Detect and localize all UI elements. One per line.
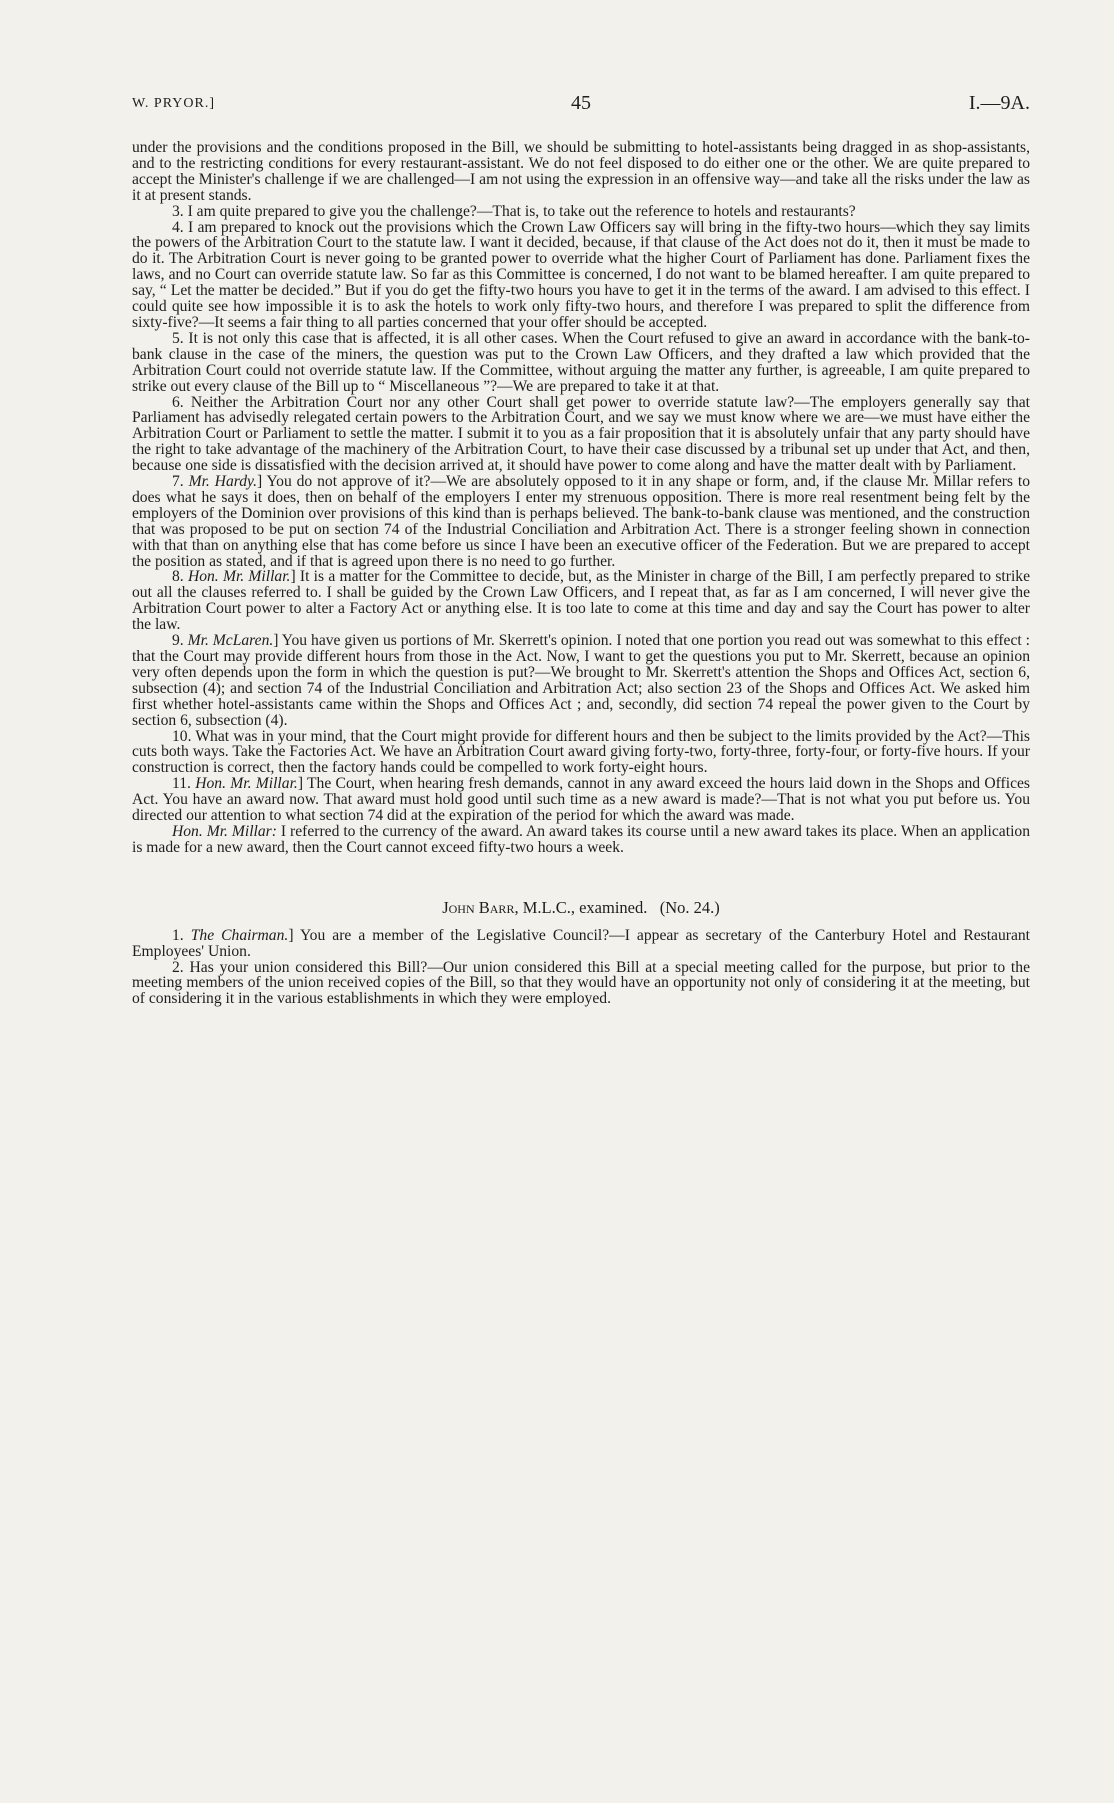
witness-number: (No. 24.): [659, 897, 720, 917]
paragraph: 2. Has your union considered this Bill?—Our union considered this Bill at a special meeting called for the purpose, but prior to the meeting members of the union received copies of the Bill, so that they would have an opportunity not only of considering it at the meeting, but of considering it in the various establishments in which they were employed.: [132, 958, 1030, 1008]
paragraph: Hon. Mr. Millar: I referred to the currency of the award. An award takes its course until a new award takes its place. When an application is made for a new award, then the Court cannot exceed fifty-two hours a week.: [132, 822, 1030, 856]
paragraph: 6. Neither the Arbitration Court nor any other Court shall get power to override statute law?—The employers generally say that Parliament has advisedly relegated certain powers to the Arbitration Court, and we say we must know where we are—we must have either the Arbitration Court or Parliament to settle the matter. I submit it to you as a fair proposition that it is absolutely unfair that any party should have the right to take advantage of the machinery of the Arbitration Court, to have their case discussed by a tribunal set up under that Act, and then, because one side is dissatisfied with the decision arrived at, it should have power to come along and have the matter dealt with by Parliament.: [132, 393, 1030, 475]
speaker-name: Hon. Mr. Millar:: [172, 822, 277, 840]
paragraph: 3. I am quite prepared to give you the challenge?—That is, to take out the reference to hotels and restaurants?: [172, 202, 856, 220]
speaker-name: Mr. Hardy.: [188, 473, 257, 491]
speaker-name: The Chairman.: [190, 926, 289, 944]
paragraph: 11. Hon. Mr. Millar.] The Court, when hearing fresh demands, cannot in any award exceed the hours laid down in the Shops and Offices Act. You have an award now. That award must hold good until such time as a new award is made?—That is not what you put before us. You directed our attention to what section 74 did at the expiration of the period for which the award was made.: [132, 775, 1030, 825]
paragraph: under the provisions and the conditions proposed in the Bill, we should be submitting to hotel-assistants being dragged in as shop-assistants, and to the restricting conditions for every restaurant-assistant. We do not feel disposed to do either one or the other. We are quite prepared to accept the Minister's challenge if we are challenged—I am not using the expression in an offensive way—and take all the risks under the law as it at present stands.: [132, 139, 1030, 204]
speaker-name: Hon. Mr. Millar.: [187, 568, 291, 586]
paragraph: 8. Hon. Mr. Millar.] It is a matter for the Committee to decide, but, as the Minister in charge of the Bill, I am perfectly prepared to strike out all the clauses referred to. I shall be guided by the Crown Law Officers, and I repeat that, as far as I am concerned, I will never give the Arbitration Court power to alter a Factory Act or anything else. It is too late to come at this time and day and say the Court has power to alter the law.: [132, 568, 1030, 634]
page-number: 45: [571, 92, 591, 114]
document-reference: I.—9A.: [968, 92, 1030, 114]
paragraph: 9. Mr. McLaren.] You have given us portions of Mr. Skerrett's opinion. I noted that one portion you read out was somewhat to this effect : that the Court may provide different hours from those in the Act. Now, I want to get the questions you put to Mr. Skerrett, because an opinion very often depends upon the form in which the question is put?—We brought to Mr. Skerrett's attention the Shops and Offices Act, section 6, subsection (4); and section 74 of the Industrial Conciliation and Arbitration Act; also section 23 of the Shops and Offices Act. We asked him first whether hotel-assistants came within the Shops and Offices Act ; and, secondly, did section 74 repeal the power given to the Court by section 6, subsection (4).: [132, 632, 1030, 729]
speaker-name: Mr. McLaren.: [187, 632, 274, 650]
page-header: [132, 92, 1030, 118]
paragraph: 10. What was in your mind, that the Court might provide for different hours and then be subject to the limits provided by the Act?—This cuts both ways. Take the Factories Act. We have an Arbitration Court award giving forty-two, forty-three, forty-four, or forty-five hours. If your construction is correct, then the factory hands could be compelled to work forty-eight hours.: [132, 727, 1030, 777]
paragraph: 4. I am prepared to knock out the provisions which the Crown Law Officers say will bring in the fifty-two hours—which they say limits the powers of the Arbitration Court to the statute law. I want it decided, because, if that clause of the Act does not do it, then it must be made to do it. The Arbitration Court is never going to be granted power to override what the higher Court of Parliament has done. Parliament fixes the laws, and no Court can override statute law. So far as this Committee is concerned, I do not want to be blamed hereafter. I am quite prepared to say, “ Let the matter be decided.” But if you do get the fifty-two hours you have to get it in the terms of the award. I am advised to this effect. I could quite see how impossible it is to ask the hotels to work only fifty-two hours, and therefore I was prepared to split the difference from sixty-five?—It seems a fair thing to all parties concerned that your offer should be accepted.: [132, 218, 1030, 331]
paragraph: 1. The Chairman.] You are a member of the Legislative Council?—I appear as secretary of the Canterbury Hotel and Restaurant Employees' Union.: [132, 926, 1030, 960]
paragraph: 5. It is not only this case that is affected, it is all other cases. When the Court refused to give an award in accordance with the bank-to-bank clause in the case of the miners, the question was put to the Crown Law Officers, and they drafted a law which provided that the Arbitration Court could not override statute law. If the Committee, without arguing the matter any further, is agreeable, I am quite prepared to strike out every clause of the Bill up to “ Miscellaneous ”?—We are prepared to take it at that.: [132, 329, 1030, 395]
paragraph: 7. Mr. Hardy.] You do not approve of it?—We are absolutely opposed to it in any shape or form, and, if the clause Mr. Millar refers to does what he says it does, then on behalf of the employers I enter my strenuous opposition. There is more real resentment being felt by the employers of the Dominion over provisions of this kind than is perhaps believed. The bank-to-bank clause was mentioned, and the construction that was proposed to be put on section 74 of the Industrial Conciliation and Arbitration Act. There is a stronger feeling shown in connection with that than on anything else that has come before us since I have been an executive officer of the Federation. But we are prepared to accept the position as stated, and if that is agreed upon there is no need to go further.: [132, 473, 1030, 570]
witness-name: John Barr: [442, 897, 515, 917]
document-body: [132, 140, 1030, 1007]
witness-heading: John Barr, M.L.C., examined. (No. 24.): [442, 897, 720, 917]
speaker-name: Hon. Mr. Millar.: [195, 775, 298, 793]
header-witness: W. PRYOR.]: [132, 96, 216, 111]
